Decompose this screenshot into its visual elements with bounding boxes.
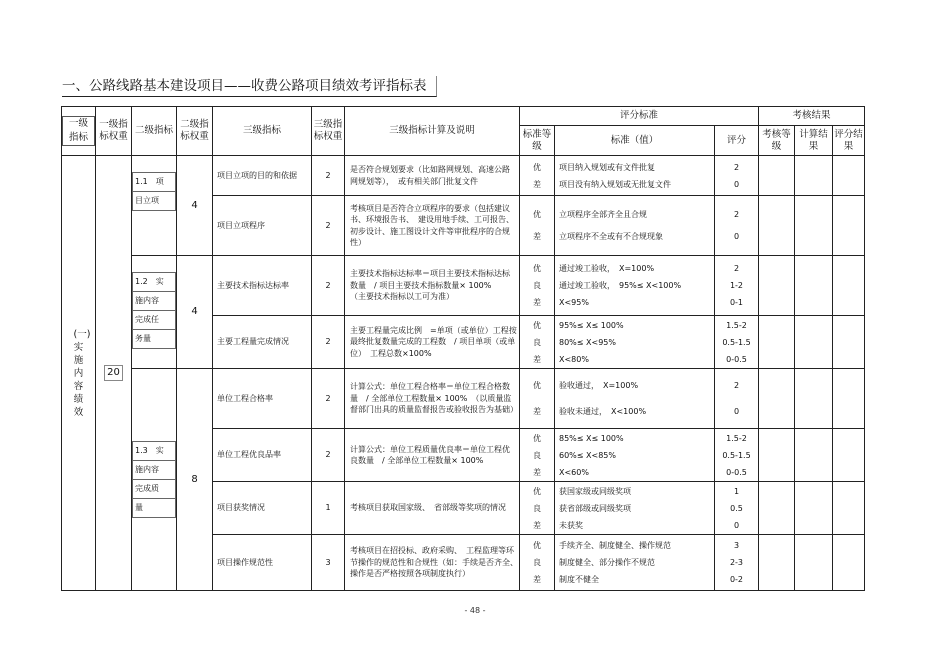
row-scores: 1.5-2 0.5-1.5 0-0.5	[715, 316, 759, 369]
result-score-cell[interactable]	[833, 256, 865, 316]
row-standards: 手续齐全、制度健全、操作规范 制度健全、部分操作不规范 制度不健全	[555, 535, 715, 591]
header-result-grade: 考核等级	[759, 126, 795, 156]
row-scores: 2 0	[715, 156, 759, 196]
header-score: 评分	[715, 126, 759, 156]
row-weight: 2	[312, 256, 345, 316]
row-weight: 2	[312, 369, 345, 429]
row-scores: 3 2-3 0-2	[715, 535, 759, 591]
row-scores: 2 0	[715, 369, 759, 429]
row-scores: 1 0.5 0	[715, 482, 759, 535]
result-calc-cell[interactable]	[795, 429, 833, 482]
level1-weight: 20	[96, 156, 132, 591]
header-result-calc: 计算结果	[795, 126, 833, 156]
group-2-weight: 4	[177, 256, 213, 369]
group-3-weight: 8	[177, 369, 213, 591]
header-std-value: 标准（值）	[555, 126, 715, 156]
page-number: - 48 -	[464, 606, 486, 615]
row-indicator: 单位工程合格率	[213, 369, 312, 429]
row-indicator: 主要工程量完成情况	[213, 316, 312, 369]
result-calc-cell[interactable]	[795, 316, 833, 369]
row-indicator: 单位工程优良品率	[213, 429, 312, 482]
header-std-grade: 标准等级	[520, 126, 555, 156]
row-calc: 考核项目是否符合立项程序的要求（包括建议书、环境报告书、 建设用地手续、工可报告、初步设计、施工图设计文件等审批程序的合规性）	[345, 196, 520, 256]
result-grade-cell[interactable]	[759, 429, 795, 482]
result-calc-cell[interactable]	[795, 256, 833, 316]
row-indicator: 项目立项的目的和依据	[213, 156, 312, 196]
row-standards: 获国家级或同级奖项 获省部级或同级奖项 未获奖	[555, 482, 715, 535]
result-calc-cell[interactable]	[795, 196, 833, 256]
result-grade-cell[interactable]	[759, 535, 795, 591]
group-1-name: 1.1 项 目立项	[132, 156, 177, 256]
row-standards: 项目纳入规划或有文件批复 项目没有纳入规划或无批复文件	[555, 156, 715, 196]
row-weight: 3	[312, 535, 345, 591]
result-grade-cell[interactable]	[759, 369, 795, 429]
row-indicator: 项目获奖情况	[213, 482, 312, 535]
row-indicator: 项目立项程序	[213, 196, 312, 256]
row-calc: 考核项目在招投标、政府采购、 工程监理等环节操作的规范性和合规性（如：手续是否齐全、 操作是否严格按照各项制度执行）	[345, 535, 520, 591]
row-calc: 计算公式：单位工程质量优良率＝单位工程优良数量 / 全部单位工程数量× 100%	[345, 429, 520, 482]
row-grades: 优 良 差	[520, 316, 555, 369]
header-result: 考核结果	[759, 107, 865, 126]
header-level2-weight: 二级指标权重	[177, 107, 213, 156]
row-standards: 验收通过， X=100% 验收未通过， X<100%	[555, 369, 715, 429]
result-grade-cell[interactable]	[759, 156, 795, 196]
row-calc: 主要工程量完成比例 =单项（或单位）工程按最终批复数量完成的工程数 / 项目单项（或单位） 工程总数×100%	[345, 316, 520, 369]
row-calc: 计算公式：单位工程合格率＝单位工程合格数量 / 全部单位工程数量× 100% （以质量监督部门出具的质量监督报告或验收报告为基础）	[345, 369, 520, 429]
row-grades: 优 良 差	[520, 482, 555, 535]
row-weight: 2	[312, 429, 345, 482]
result-score-cell[interactable]	[833, 369, 865, 429]
header-level3-calc: 三级指标计算及说明	[345, 107, 520, 156]
result-calc-cell[interactable]	[795, 369, 833, 429]
row-standards: 95%≤ X≤ 100% 80%≤ X<95% X<80%	[555, 316, 715, 369]
result-calc-cell[interactable]	[795, 535, 833, 591]
row-calc: 主要技术指标达标率＝项目主要技术指标达标数量 / 项目主要技术指标数量× 100% （主要技术指标以工可为准）	[345, 256, 520, 316]
header-level1-weight: 一级指标权重	[96, 107, 132, 156]
row-calc: 是否符合规划要求（比如路网规划、高速公路网规划等）， 或有相关部门批复文件	[345, 156, 520, 196]
row-indicator: 主要技术指标达标率	[213, 256, 312, 316]
row-scores: 1.5-2 0.5-1.5 0-0.5	[715, 429, 759, 482]
result-score-cell[interactable]	[833, 482, 865, 535]
row-grades: 优 差	[520, 369, 555, 429]
group-2-name: 1.2 实 施内容 完成任 务量	[132, 256, 177, 369]
header-level3: 三级指标	[213, 107, 312, 156]
row-grades: 优 良 差	[520, 535, 555, 591]
row-indicator: 项目操作规范性	[213, 535, 312, 591]
header-level1: 一级指标	[62, 107, 96, 156]
result-score-cell[interactable]	[833, 535, 865, 591]
page-title: 一、公路线路基本建设项目——收费公路项目绩效考评指标表	[62, 76, 437, 97]
header-score-standard: 评分标准	[520, 107, 759, 126]
result-calc-cell[interactable]	[795, 156, 833, 196]
row-grades: 优 差	[520, 156, 555, 196]
row-grades: 优 良 差	[520, 429, 555, 482]
row-grades: 优 良 差	[520, 256, 555, 316]
row-weight: 1	[312, 482, 345, 535]
group-3-name: 1.3 实 施内容 完成质 量	[132, 369, 177, 591]
row-weight: 2	[312, 316, 345, 369]
row-standards: 立项程序全部齐全且合规 立项程序不全或有不合规现象	[555, 196, 715, 256]
result-score-cell[interactable]	[833, 316, 865, 369]
result-grade-cell[interactable]	[759, 196, 795, 256]
row-standards: 85%≤ X≤ 100% 60%≤ X<85% X<60%	[555, 429, 715, 482]
result-grade-cell[interactable]	[759, 316, 795, 369]
result-score-cell[interactable]	[833, 156, 865, 196]
result-grade-cell[interactable]	[759, 482, 795, 535]
header-level2: 二级指标	[132, 107, 177, 156]
result-score-cell[interactable]	[833, 429, 865, 482]
header-level3-weight: 三级指标权重	[312, 107, 345, 156]
row-scores: 2 0	[715, 196, 759, 256]
row-scores: 2 1-2 0-1	[715, 256, 759, 316]
row-standards: 通过竣工验收， X=100% 通过竣工验收， 95%≤ X<100% X<95%	[555, 256, 715, 316]
row-weight: 2	[312, 156, 345, 196]
result-calc-cell[interactable]	[795, 482, 833, 535]
group-1-weight: 4	[177, 156, 213, 256]
row-weight: 2	[312, 196, 345, 256]
result-score-cell[interactable]	[833, 196, 865, 256]
result-grade-cell[interactable]	[759, 256, 795, 316]
level1-name: (一)实施内容绩效	[62, 156, 96, 591]
header-result-score: 评分结果	[833, 126, 865, 156]
row-grades: 优 差	[520, 196, 555, 256]
indicator-table	[61, 106, 865, 591]
row-calc: 考核项目获取国家级、 省部级等奖项的情况	[345, 482, 520, 535]
